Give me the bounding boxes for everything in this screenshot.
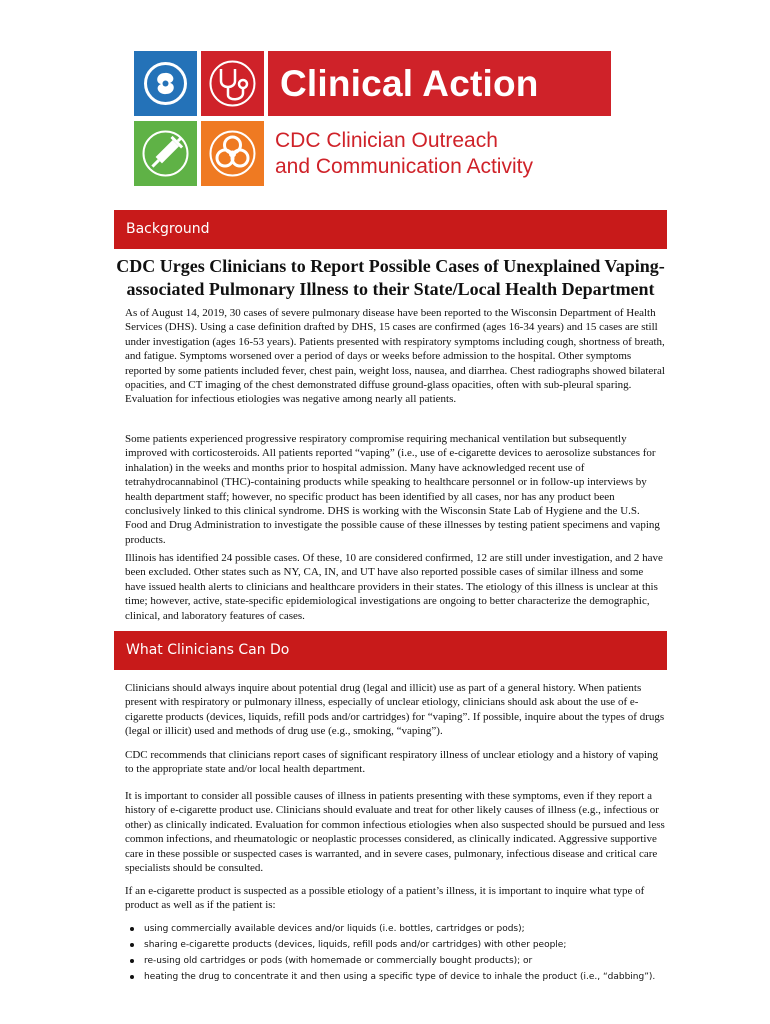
clinician-paragraph-1: Clinicians should always inquire about potential drug (legal and illicit) use as part of a general history. When patients present with respiratory or pulmonary illness, especially of unclear etiology, clinicians should ask about the use of e-cigarette products (devices, liquids, refill pods and/or cartridges) for “vaping”. If possible, inquire about the types of drugs (legal or illicit) used and methods of drug use (e.g., smoking, “vaping”). — [125, 682, 665, 738]
list-item: sharing e-cigarette products (devices, liquids, refill pods and/or cartridges) with other people; — [125, 937, 685, 953]
syringe-icon — [134, 121, 197, 186]
stethoscope-icon — [201, 51, 264, 116]
clinician-paragraph-3: It is important to consider all possible causes of illness in patients presenting with these symptoms, even if they report a history of e-cigarette product use. Clinicians should evaluate and treat for other likely causes of illness (e.g., infectious or other) as clinically indicated. Evaluation for common infectious etiologies when also suspected should be pursued and less common infections, and rheumatologic or neoplastic processes considered, as clinically indicated. Aggressive supportive care in these possible or suspected cases is warranted, and in severe cases, pulmonary, infectious disease and critical care specialists should be consulted. — [125, 790, 665, 875]
banner-title: Clinical Action — [268, 51, 611, 116]
clinician-paragraph-4: If an e-cigarette product is suspected as a possible etiology of a patient’s illness, it is important to inquire what type of product as well as if the patient is: — [125, 885, 645, 912]
subtitle-line-1: CDC Clinician Outreach — [275, 129, 498, 152]
title-line-2: associated Pulmonary Illness to their State/Local Health Department — [126, 279, 655, 299]
background-paragraph-1: As of August 14, 2019, 30 cases of severe pulmonary disease have been reported to the Wisconsin Department of Health Services (DHS). Using a case definition drafted by DHS, 15 cases are confirmed (ages 16-34 years) and 15 cases are still under investigation (ages 16-53 years). Patients presented with respiratory symptoms including cough, shortness of breath, and fatigue. Symptoms worsened over a period of days or weeks before admission to the hospital. Other symptoms reported by some patients included fever, chest pain, weight loss, nausea, and diarrhea. Chest radiographs showed bilateral opacities, and CT imaging of the chest demonstrated diffuse ground-glass opacities, often with sub-pleural sparing. Evaluation for infectious etiologies was negative among nearly all patients. — [125, 307, 665, 406]
list-item: heating the drug to concentrate it and then using a specific type of device to inhale the product (i.e., “dabbing”). — [125, 969, 685, 985]
title-line-1: CDC Urges Clinicians to Report Possible Cases of Unexplained Vaping- — [116, 256, 665, 276]
hurricane-icon — [134, 51, 197, 116]
list-item: re-using old cartridges or pods (with homemade or commercially bought products); or — [125, 953, 685, 969]
clinician-paragraph-2: CDC recommends that clinicians report cases of significant respiratory illness of unclear etiology and a history of vaping to the appropriate state and/or local health department. — [125, 749, 659, 776]
background-paragraph-2: Some patients experienced progressive respiratory compromise requiring mechanical ventilation but subsequently improved with corticosteroids. All patients reported “vaping” (i.e., use of e-cigarette devices to aerosolize substances for inhalation) in the weeks and months prior to hospital admission. Many have acknowledged recent use of tetrahydrocannabinol (THC)-containing products while speaking to healthcare personnel or in follow-up interviews by health department staff; however, no specific product has been identified by all cases, nor has any product been conclusively linked to this clinical syndrome. DHS is working with the Wisconsin State Lab of Hygiene and the U.S. Food and Drug Administration to investigate the possible cause of these illnesses by testing patient specimens and vaping products. — [125, 433, 660, 546]
section-header-background: Background — [114, 210, 667, 249]
list-item: using commercially available devices and/or liquids (i.e. bottles, cartridges or pods); — [125, 921, 685, 937]
page-title — [114, 255, 667, 301]
biohazard-icon — [201, 121, 264, 186]
subtitle-line-2: and Communication Activity — [275, 155, 533, 178]
background-paragraph-3: Illinois has identified 24 possible cases. Of these, 10 are considered confirmed, 12 are still under investigation, and 2 have been excluded. Other states such as NY, CA, IN, and UT have also reported possible cases of similar illness and some have issued health alerts to clinicians and healthcare providers in their states. The etiology of this illness is unclear at this time; however, active, state-specific epidemiological investigations are ongoing to better characterize the demographic, clinical, and laboratory features of cases. — [125, 552, 663, 622]
section-header-what-clinicians-can-do: What Clinicians Can Do — [114, 631, 667, 670]
program-subtitle — [275, 128, 615, 180]
product-use-list — [125, 921, 685, 985]
